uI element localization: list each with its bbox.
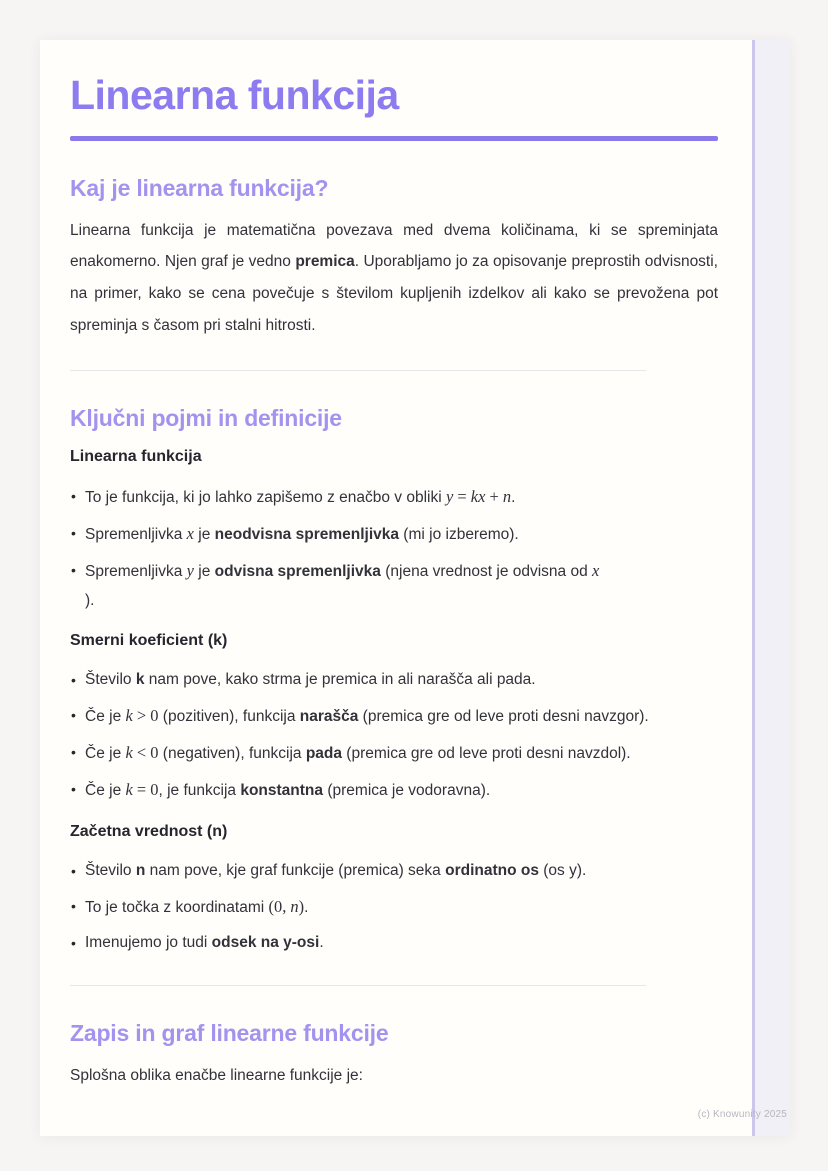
section-heading-kljucni-pojmi: Ključni pojmi in definicije bbox=[70, 404, 342, 431]
title-underline-rule bbox=[70, 136, 718, 141]
list-item: • Če je k < 0 (negativen), funkcija pada (premica gre od leve proti desni navzdol). bbox=[70, 738, 718, 768]
term-heading-smerni-koeficient: Smerni koeficient (k) bbox=[70, 631, 228, 649]
list-item: • Če je k > 0 (pozitiven), funkcija narašča (premica gre od leve proti desni navzgor). bbox=[70, 701, 718, 731]
closing-paragraph: Splošna oblika enačbe linearne funkcije je: bbox=[70, 1066, 363, 1084]
list-item: • Število k nam pove, kako strma je premica in ali narašča ali pada. bbox=[70, 666, 718, 694]
list-item: • To je točka z koordinatami (0, n). bbox=[70, 892, 718, 922]
section-divider-1 bbox=[70, 370, 646, 371]
list-item: • To je funkcija, ki jo lahko zapišemo z enačbo v obliki y = kx + n. bbox=[70, 482, 718, 512]
page-title: Linearna funkcija bbox=[70, 72, 399, 118]
list-item: • Spremenljivka y je odvisna spremenljivka (njena vrednost je odvisna od x ). bbox=[70, 556, 718, 614]
bullet-list-smerni-koeficient bbox=[70, 666, 718, 806]
intro-paragraph: Linearna funkcija je matematična povezava med dvema količinama, ki se spreminjata enakomerno. Njen graf je vedno premica. Uporabljamo jo za opisovanje preprostih odvisnosti, na primer, kako se cena povečuje s številom kupljenih izdelkov ali kako se prevožena pot spreminja s časom pri stalni hitrosti. bbox=[70, 221, 718, 334]
bullet-list-zacetna-vrednost bbox=[70, 857, 718, 958]
list-item: • Če je k = 0, je funkcija konstantna (premica je vodoravna). bbox=[70, 775, 718, 805]
list-item: • Imenujemo jo tudi odsek na y-osi. bbox=[70, 929, 718, 957]
list-item: • Število n nam pove, kje graf funkcije (premica) seka ordinatno os (os y). bbox=[70, 857, 718, 885]
section-divider-2 bbox=[70, 985, 646, 986]
list-item: • Spremenljivka x je neodvisna spremenljivka (mi jo izberemo). bbox=[70, 519, 718, 549]
page-right-margin-strip bbox=[752, 40, 790, 1136]
document-page bbox=[40, 40, 790, 1136]
bullet-list-linearna-funkcija bbox=[70, 482, 718, 615]
section-heading-kaj-je: Kaj je linearna funkcija? bbox=[70, 175, 329, 202]
term-heading-linearna-funkcija: Linearna funkcija bbox=[70, 448, 202, 466]
watermark: (c) Knowunity 2025 bbox=[697, 1109, 787, 1120]
document-content bbox=[70, 40, 718, 1091]
section-heading-zapis-in-graf: Zapis in graf linearne funkcije bbox=[70, 1020, 389, 1047]
term-heading-zacetna-vrednost: Začetna vrednost (n) bbox=[70, 822, 228, 840]
